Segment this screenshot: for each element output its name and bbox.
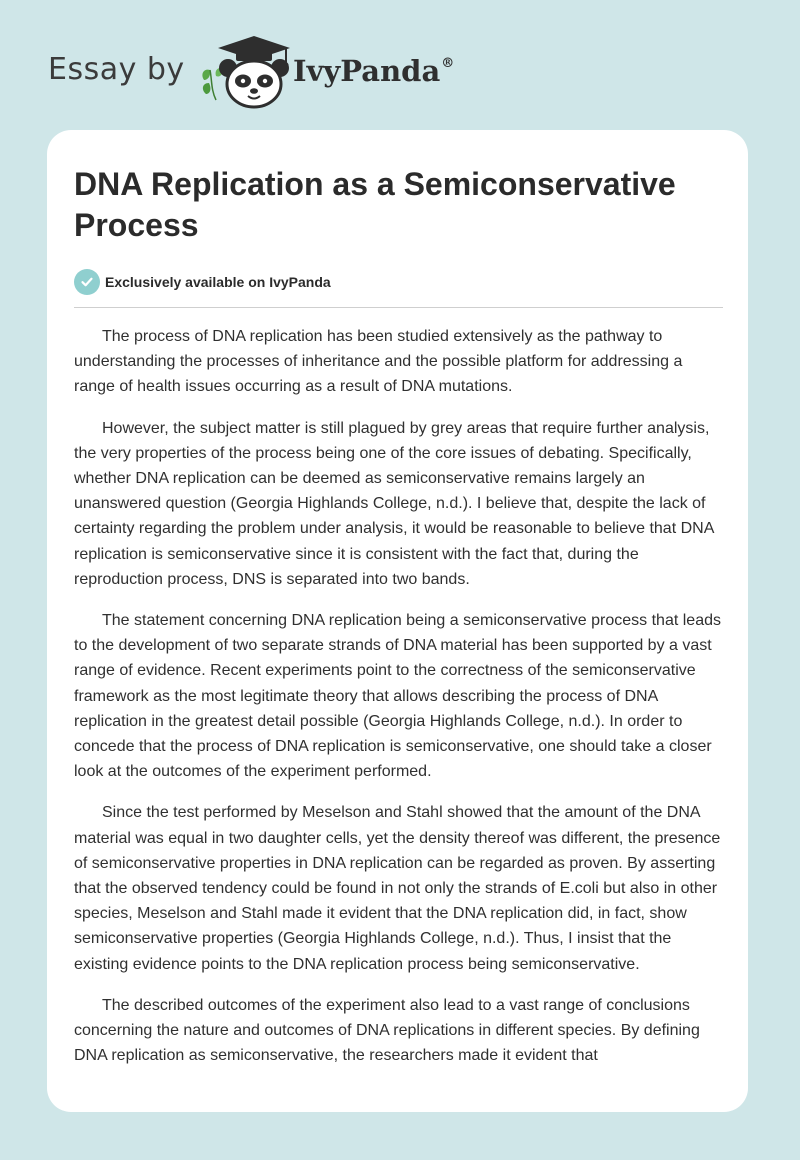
paragraph-4: Since the test performed by Meselson and Stahl showed that the amount of the DNA material was equal in two daughter cells, yet the density thereof was different, the presence of semiconservative properties in DNA replication can be regarded as proven. By asserting that the observed tendency could be found in not only the strands of E.coli but also in other species, Meselson and Stahl made it evident that the DNA replication did, in fact, show semiconservative properties (Georgia Highlands College, n.d.). Thus, I insist that the existing evidence points to the DNA replication process being semiconservative. [74,804,721,973]
check-circle-icon [74,269,100,295]
essay-content [74,164,724,1084]
brand-header [48,30,468,110]
brand-name [293,54,454,88]
paragraph-2: However, the subject matter is still plagued by grey areas that require further analysis, the very properties of the process being one of the core issues of debating. Specifically, whether DNA replication can be deemed as semiconservative remains largely an unanswered question (Georgia Highlands College, n.d.). I believe that, despite the lack of certainty regarding the problem under analysis, it would be reasonable to believe that DNA replication is semiconservative since it is consistent with the fact that, during the reproduction process, DNS is separated into two bands. [74,419,714,588]
essay-body [74,324,724,1068]
divider [74,307,723,308]
registered-mark: ® [441,56,455,71]
brand-name-text: IvyPanda [293,54,441,88]
page-title: DNA Replication as a Semiconservative Process [74,166,676,243]
exclusive-label: Exclusively available on IvyPanda [105,274,331,290]
essay-card [47,130,748,1112]
essay-by-label: Essay by [48,52,185,87]
exclusive-badge [74,269,724,295]
paragraph-3: The statement concerning DNA replication being a semiconservative process that leads to the development of two separate strands of DNA material has been supported by a vast range of evidence. Recent experiments point to the correctness of the semiconservative framework as the most legitimate theory that allows describing the process of DNA replication in the greatest detail possible (Georgia Highlands College, n.d.). In order to concede that the process of DNA replication is semiconservative, one should take a closer look at the outcomes of the experiment performed. [74,612,721,781]
paragraph-5: The described outcomes of the experiment also lead to a vast range of conclusions concerning the nature and outcomes of DNA replications in different species. By defining DNA replication as semiconservative, the researchers made it evident that [74,996,700,1065]
panda-logo-icon [198,34,298,110]
paragraph-1: The process of DNA replication has been studied extensively as the pathway to understanding the processes of inheritance and the possible platform for addressing a range of health issues occurring as a result of DNA mutations. [74,328,683,396]
